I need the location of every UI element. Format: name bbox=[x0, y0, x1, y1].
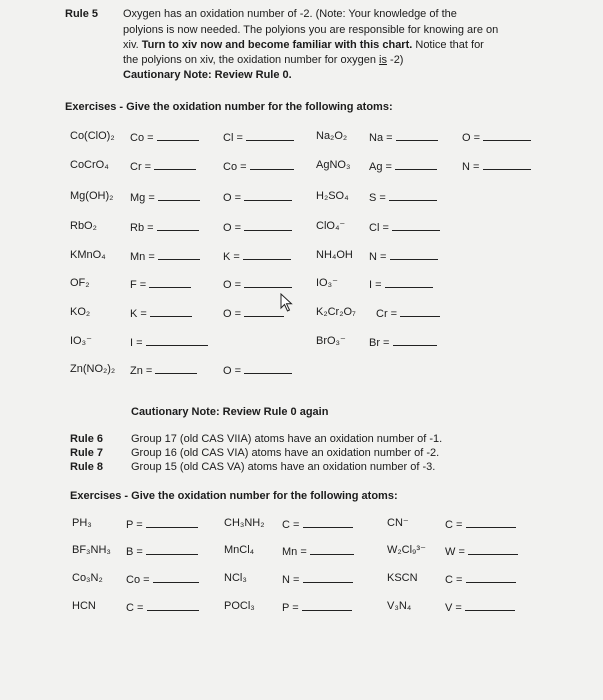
atom-label: W = bbox=[445, 544, 518, 559]
atom-label: C = bbox=[126, 600, 199, 615]
atom-label: S = bbox=[369, 190, 437, 205]
answer-blank[interactable] bbox=[244, 220, 292, 231]
compound: RbO₂ bbox=[70, 220, 97, 232]
atom-label: F = bbox=[130, 277, 191, 292]
atom-label: V = bbox=[445, 600, 515, 615]
compound: NH₄OH bbox=[316, 249, 353, 261]
atom-label: Mg = bbox=[130, 190, 200, 205]
atom-label: O = bbox=[223, 306, 284, 321]
compound: KMnO₄ bbox=[70, 249, 106, 261]
atom-label: Br = bbox=[369, 335, 437, 350]
answer-blank[interactable] bbox=[465, 600, 515, 611]
atom-label: Na = bbox=[369, 130, 438, 145]
compound: HCN bbox=[72, 600, 96, 612]
answer-blank[interactable] bbox=[390, 249, 438, 260]
answer-blank[interactable] bbox=[302, 600, 352, 611]
atom-label: Cl = bbox=[223, 130, 294, 145]
rule5-line-2: polyions is now needed. The polyions you are responsible for knowing are on bbox=[123, 24, 499, 36]
atom-label: Ag = bbox=[369, 159, 437, 174]
compound: IO₃⁻ bbox=[70, 335, 92, 347]
atom-label: N = bbox=[369, 249, 438, 264]
compound: H₂SO₄ bbox=[316, 190, 349, 202]
answer-blank[interactable] bbox=[149, 277, 191, 288]
mouse-cursor-icon bbox=[280, 293, 294, 313]
rule5-polyions-text: the polyions on xiv, the oxidation number for oxygen bbox=[123, 54, 380, 66]
rule5-caution: Cautionary Note: Review Rule 0. bbox=[123, 69, 292, 81]
answer-blank[interactable] bbox=[157, 130, 199, 141]
answer-blank[interactable] bbox=[243, 249, 291, 260]
answer-blank[interactable] bbox=[400, 306, 440, 317]
atom-label: P = bbox=[282, 600, 352, 615]
answer-blank[interactable] bbox=[146, 517, 198, 528]
compound: BrO₃⁻ bbox=[316, 335, 346, 347]
compound: V₃N₄ bbox=[387, 600, 412, 612]
answer-blank[interactable] bbox=[303, 572, 353, 583]
rule7-label: Rule 7 bbox=[70, 447, 104, 459]
atom-label: Cr = bbox=[376, 306, 440, 321]
atom-label: O = bbox=[462, 130, 531, 145]
answer-blank[interactable] bbox=[392, 220, 440, 231]
rule5-minus2-text: -2) bbox=[386, 54, 404, 66]
atom-label: C = bbox=[445, 517, 516, 532]
answer-blank[interactable] bbox=[244, 190, 292, 201]
answer-blank[interactable] bbox=[244, 306, 284, 317]
atom-label: Cl = bbox=[369, 220, 440, 235]
answer-blank[interactable] bbox=[244, 277, 292, 288]
atom-label: I = bbox=[130, 335, 208, 350]
compound: Co(ClO)₂ bbox=[70, 130, 115, 142]
compound: AgNO₃ bbox=[316, 159, 351, 171]
rule8-text: Group 15 (old CAS VA) atoms have an oxidation number of -3. bbox=[131, 461, 436, 473]
rule7-text: Group 16 (old CAS VIA) atoms have an oxidation number of -2. bbox=[131, 447, 440, 459]
answer-blank[interactable] bbox=[146, 335, 208, 346]
atom-label: O = bbox=[223, 363, 292, 378]
answer-blank[interactable] bbox=[246, 130, 294, 141]
atom-label: O = bbox=[223, 277, 292, 292]
answer-blank[interactable] bbox=[310, 544, 354, 555]
answer-blank[interactable] bbox=[395, 159, 437, 170]
rule5-line-1: Oxygen has an oxidation number of -2. (Note: Your knowledge of the bbox=[123, 8, 457, 20]
atom-label: C = bbox=[445, 572, 516, 587]
rule5-line-3 bbox=[123, 39, 484, 52]
compound: KSCN bbox=[387, 572, 418, 584]
atom-label: Co = bbox=[223, 159, 294, 174]
answer-blank[interactable] bbox=[303, 517, 353, 528]
compound: PH₃ bbox=[72, 517, 92, 529]
compound: MnCl₄ bbox=[224, 544, 255, 556]
compound: IO₃⁻ bbox=[316, 277, 338, 289]
atom-label: O = bbox=[223, 220, 292, 235]
compound: NCl₃ bbox=[224, 572, 247, 584]
answer-blank[interactable] bbox=[389, 190, 437, 201]
rule5-notice-text: Notice that for bbox=[412, 39, 484, 51]
rule5-label: Rule 5 bbox=[65, 8, 99, 20]
atom-label: Co = bbox=[126, 572, 199, 587]
answer-blank[interactable] bbox=[157, 220, 199, 231]
compound: Zn(NO₂)₂ bbox=[70, 363, 116, 375]
answer-blank[interactable] bbox=[158, 249, 200, 260]
answer-blank[interactable] bbox=[393, 335, 437, 346]
atom-label: I = bbox=[369, 277, 433, 292]
atom-label: B = bbox=[126, 544, 198, 559]
caution-note-2: Cautionary Note: Review Rule 0 again bbox=[131, 406, 329, 418]
exercises1-heading: Exercises - Give the oxidation number for the following atoms: bbox=[65, 101, 393, 113]
compound: K₂Cr₂O₇ bbox=[316, 306, 356, 318]
rule5-is-text: is bbox=[379, 54, 387, 66]
rule6-label: Rule 6 bbox=[70, 433, 104, 445]
atom-label: Rb = bbox=[130, 220, 199, 235]
answer-blank[interactable] bbox=[150, 306, 192, 317]
atom-label: N = bbox=[462, 159, 531, 174]
answer-blank[interactable] bbox=[154, 159, 196, 170]
compound: KO₂ bbox=[70, 306, 91, 318]
compound: BF₃NH₃ bbox=[72, 544, 111, 556]
atom-label: O = bbox=[223, 190, 292, 205]
rule6-text: Group 17 (old CAS VIIA) atoms have an oxidation number of -1. bbox=[131, 433, 443, 445]
answer-blank[interactable] bbox=[468, 544, 518, 555]
atom-label: K = bbox=[130, 306, 192, 321]
compound: Co₃N₂ bbox=[72, 572, 103, 584]
answer-blank[interactable] bbox=[483, 159, 531, 170]
compound: Na₂O₂ bbox=[316, 130, 348, 142]
compound: OF₂ bbox=[70, 277, 90, 289]
answer-blank[interactable] bbox=[396, 130, 438, 141]
atom-label: Mn = bbox=[130, 249, 200, 264]
answer-blank[interactable] bbox=[250, 159, 294, 170]
answer-blank[interactable] bbox=[466, 572, 516, 583]
rule5-line-4 bbox=[123, 54, 403, 67]
atom-label: N = bbox=[282, 572, 353, 587]
compound: POCl₃ bbox=[224, 600, 255, 612]
compound: CoCrO₄ bbox=[70, 159, 109, 171]
answer-blank[interactable] bbox=[147, 600, 199, 611]
rule5-turn-text: Turn to xiv now and become familiar with this chart. bbox=[141, 39, 413, 51]
compound: CN⁻ bbox=[387, 517, 409, 529]
compound: Mg(OH)₂ bbox=[70, 190, 114, 202]
answer-blank[interactable] bbox=[153, 572, 199, 583]
compound: W₂Cl₉³⁻ bbox=[387, 544, 426, 556]
answer-blank[interactable] bbox=[146, 544, 198, 555]
atom-label: P = bbox=[126, 517, 198, 532]
answer-blank[interactable] bbox=[158, 190, 200, 201]
atom-label: Cr = bbox=[130, 159, 196, 174]
rule5-xiv-text: xiv. bbox=[123, 39, 142, 51]
exercises2-heading: Exercises - Give the oxidation number for the following atoms: bbox=[70, 490, 398, 502]
atom-label: C = bbox=[282, 517, 353, 532]
compound: CH₃NH₂ bbox=[224, 517, 265, 529]
rule8-label: Rule 8 bbox=[70, 461, 104, 473]
answer-blank[interactable] bbox=[483, 130, 531, 141]
atom-label: Zn = bbox=[130, 363, 197, 378]
answer-blank[interactable] bbox=[385, 277, 433, 288]
atom-label: K = bbox=[223, 249, 291, 264]
atom-label: Mn = bbox=[282, 544, 354, 559]
answer-blank[interactable] bbox=[466, 517, 516, 528]
compound: ClO₄⁻ bbox=[316, 220, 346, 232]
atom-label: Co = bbox=[130, 130, 199, 145]
answer-blank[interactable] bbox=[244, 363, 292, 374]
answer-blank[interactable] bbox=[155, 363, 197, 374]
